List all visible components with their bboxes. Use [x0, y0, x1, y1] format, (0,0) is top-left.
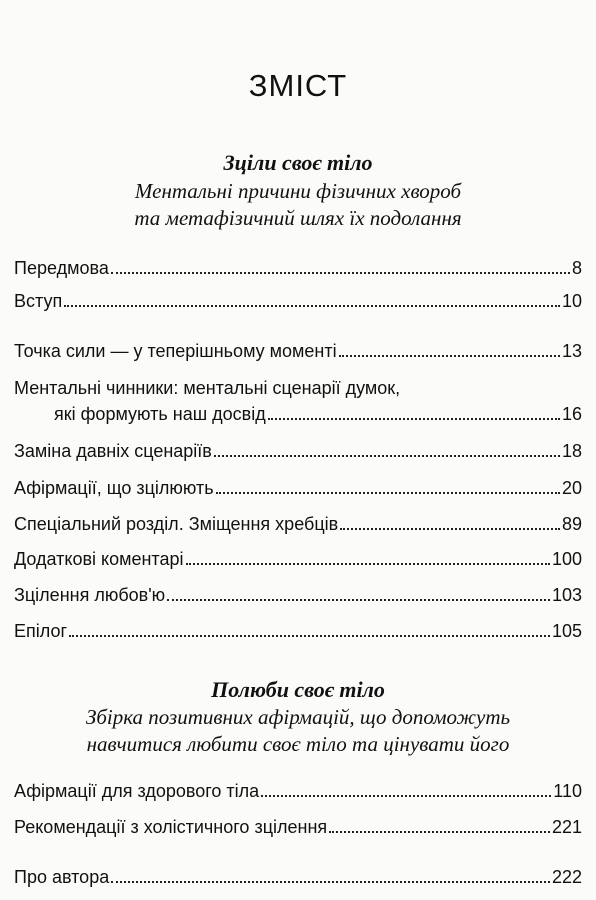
dot-leader — [268, 418, 560, 420]
section-2-subtitle-line-1: Збірка позитивних афірмацій, що допоможуть — [85, 705, 511, 729]
toc-entry-label: Заміна давніх сценаріїв — [14, 441, 212, 461]
dot-leader — [69, 635, 550, 637]
toc-entry-page: 89 — [561, 514, 582, 534]
toc-entry-holistic-healing[interactable] — [14, 816, 582, 838]
toc-entry-page: 105 — [551, 621, 582, 641]
toc-entry-page: 20 — [561, 478, 582, 498]
dot-leader — [64, 305, 560, 307]
toc-entry-foreword[interactable] — [14, 257, 582, 279]
toc-entry-label: Зцілення любов'ю — [14, 585, 166, 605]
toc-entry-label: Рекомендації з холістичного зцілення — [14, 817, 328, 837]
toc-entry-additional-comments[interactable] — [14, 548, 582, 570]
dot-leader — [167, 599, 550, 601]
dot-leader — [111, 272, 570, 274]
section-1-subtitle-line-1: Ментальні причини фізичних хвороб — [134, 179, 462, 203]
toc-entry-page: 13 — [561, 341, 582, 361]
toc-entry-healing-with-love[interactable] — [14, 584, 582, 606]
toc-entry-label: Точка сили — у теперішньому моменті — [14, 341, 337, 361]
toc-entry-mental-factors[interactable] — [14, 403, 582, 425]
toc-entry-page: 16 — [561, 404, 582, 424]
toc-entry-label: Додаткові коментарі — [14, 549, 184, 569]
toc-entry-intro[interactable] — [14, 290, 582, 312]
toc-entry-page: 10 — [561, 291, 582, 311]
toc-entry-page: 110 — [553, 781, 582, 801]
toc-entry-page: 222 — [551, 867, 582, 887]
toc-entry-special-section[interactable] — [14, 513, 582, 535]
page-title: ЗМІСТ — [248, 68, 348, 103]
dot-leader — [111, 881, 550, 883]
toc-entry-about-author[interactable] — [14, 866, 582, 888]
section-2-subtitle-line-2: навчитися любити своє тіло та цінувати його — [86, 732, 510, 756]
dot-leader — [214, 455, 560, 457]
toc-entry-healing-affirmations[interactable] — [14, 477, 582, 499]
toc-entry-page: 100 — [551, 549, 582, 569]
toc-entry-page: 103 — [551, 585, 582, 605]
toc-entry-mental-factors-line-1: Ментальні чинники: ментальні сценарії думок, — [14, 378, 401, 398]
section-1-title: Зціли своє тіло — [223, 150, 373, 175]
dot-leader — [340, 528, 560, 530]
toc-entry-page: 221 — [551, 817, 582, 837]
toc-entry-label: Спеціальний розділ. Зміщення хребців — [14, 514, 339, 534]
dot-leader — [261, 795, 551, 797]
section-1-subtitle-line-2: та метафізичний шлях їх подолання — [134, 206, 462, 230]
toc-entry-label: Афірмації для здорового тіла — [14, 781, 260, 801]
dot-leader — [216, 492, 560, 494]
dot-leader — [339, 355, 560, 357]
toc-entry-point-of-power[interactable] — [14, 340, 582, 362]
toc-entry-label: які формують наш досвід — [54, 404, 266, 424]
toc-entry-epilogue[interactable] — [14, 620, 582, 642]
toc-entry-page: 8 — [571, 258, 582, 278]
toc-entry-label: Передмова — [14, 258, 109, 278]
toc-entry-label: Про автора — [14, 867, 110, 887]
toc-entry-healthy-body-affirmations[interactable] — [14, 780, 582, 802]
toc-entry-label: Афірмації, що зцілюють — [14, 478, 214, 498]
dot-leader — [329, 831, 550, 833]
toc-entry-page: 18 — [561, 441, 582, 461]
toc-entry-label: Епілог — [14, 621, 68, 641]
dot-leader — [186, 563, 550, 565]
toc-entry-label: Вступ — [14, 291, 63, 311]
toc-entry-replacing-scripts[interactable] — [14, 440, 582, 462]
section-2-title: Полюби своє тіло — [211, 677, 385, 702]
